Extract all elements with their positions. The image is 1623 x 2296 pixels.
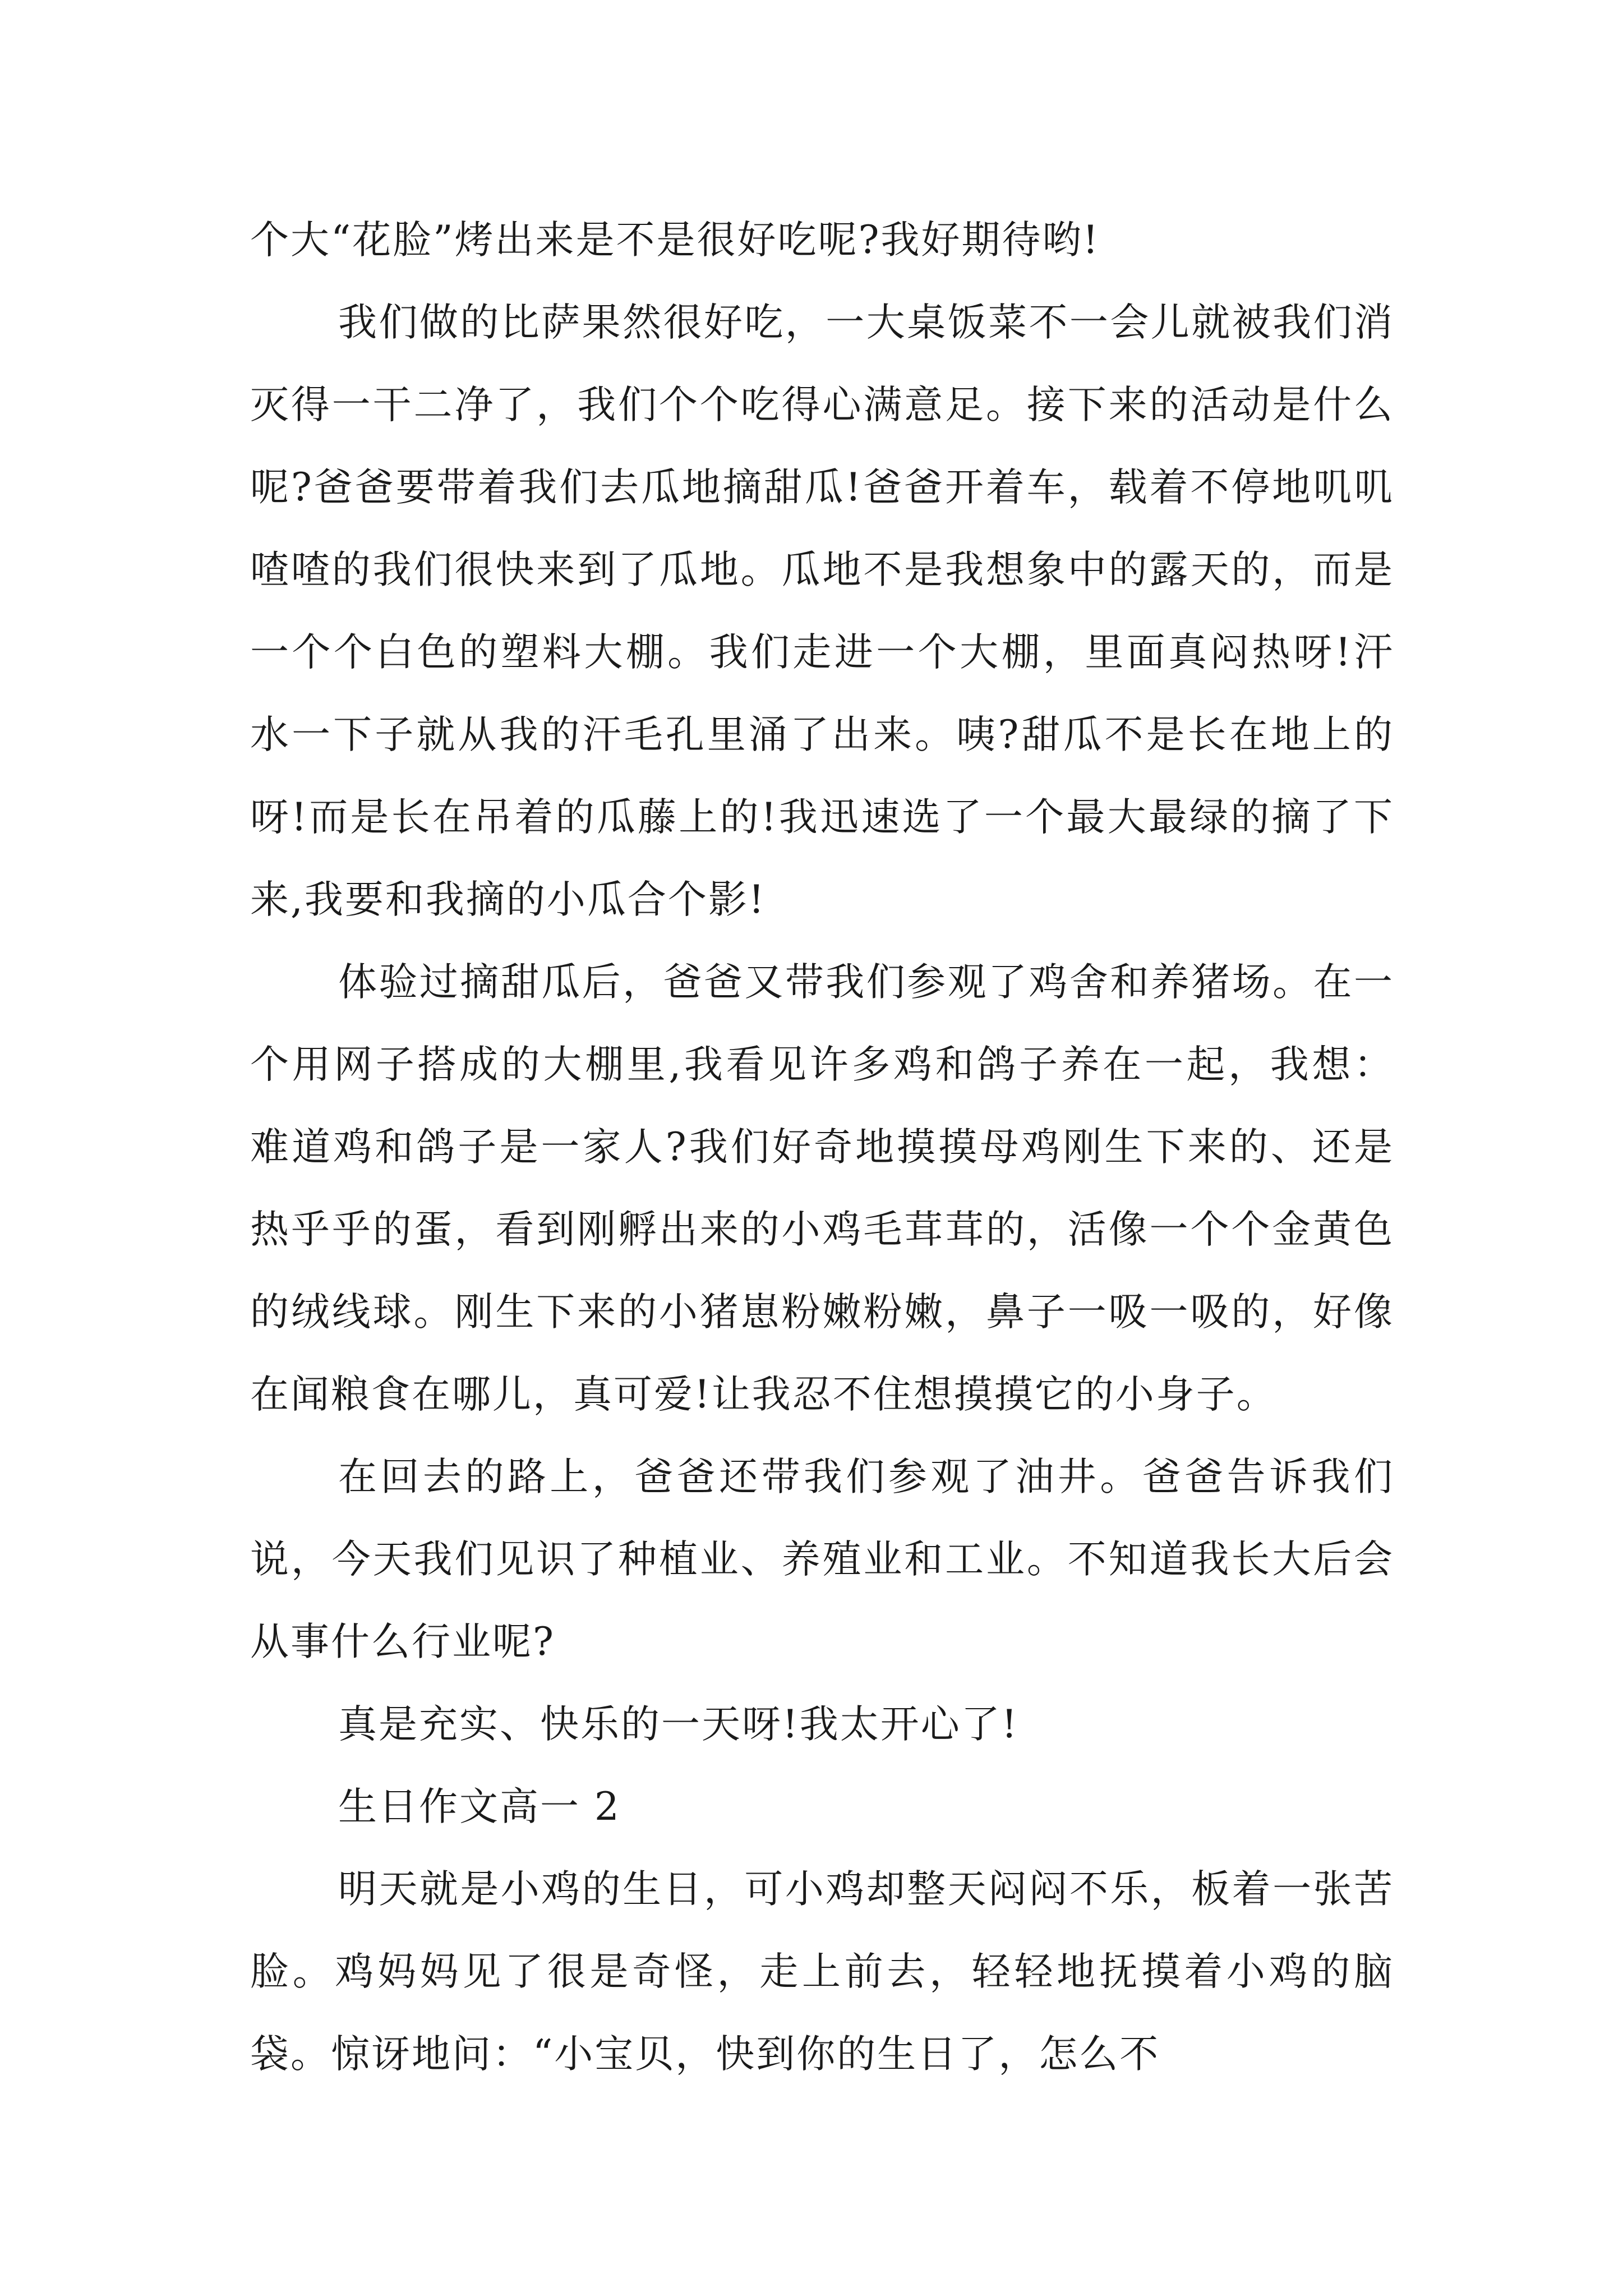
document-body bbox=[250, 199, 1394, 2096]
paragraph-4: 在回去的路上，爸爸还带我们参观了油井。爸爸告诉我们说，今天我们见识了种植业、养殖业和工业。不知道我长大后会从事什么行业呢? bbox=[250, 1455, 1394, 1664]
section-heading: 生日作文高一 2 bbox=[338, 1784, 621, 1829]
paragraph-2: 我们做的比萨果然很好吃，一大桌饭菜不一会儿就被我们消灭得一干二净了，我们个个吃得心满意足。接下来的活动是什么呢?爸爸要带着我们去瓜地摘甜瓜!爸爸开着车，载着不停地叽叽喳喳的我们很快来到了瓜地。瓜地不是我想象中的露天的，而是一个个白色的塑料大棚。我们走进一个大棚，里面真闷热呀!汗水一下子就从我的汗毛孔里涌了出来。咦?甜瓜不是长在地上的呀!而是长在吊着的瓜藤上的!我迅速选了一个最大最绿的摘了下来,我要和我摘的小瓜合个影! bbox=[250, 300, 1394, 922]
paragraph-6: 明天就是小鸡的生日，可小鸡却整天闷闷不乐，板着一张苦脸。鸡妈妈见了很是奇怪，走上前去，轻轻地抚摸着小鸡的脑袋。惊讶地问：“小宝贝，快到你的生日了，怎么不 bbox=[250, 1867, 1394, 2077]
paragraph-3: 体验过摘甜瓜后，爸爸又带我们参观了鸡舍和养猪场。在一个用网子搭成的大棚里,我看见许多鸡和鸽子养在一起，我想：难道鸡和鸽子是一家人?我们好奇地摸摸母鸡刚生下来的、还是热乎乎的蛋，看到刚孵出来的小鸡毛茸茸的，活像一个个金黄色的绒线球。刚生下来的小猪崽粉嫩粉嫩，鼻子一吸一吸的，好像在闻粮食在哪儿，真可爱!让我忍不住想摸摸它的小身子。 bbox=[250, 960, 1394, 1417]
paragraph-5: 真是充实、快乐的一天呀!我太开心了! bbox=[338, 1702, 1019, 1747]
paragraph-1: 个大“花脸”烤出来是不是很好吃呢?我好期待哟! bbox=[250, 218, 1100, 263]
